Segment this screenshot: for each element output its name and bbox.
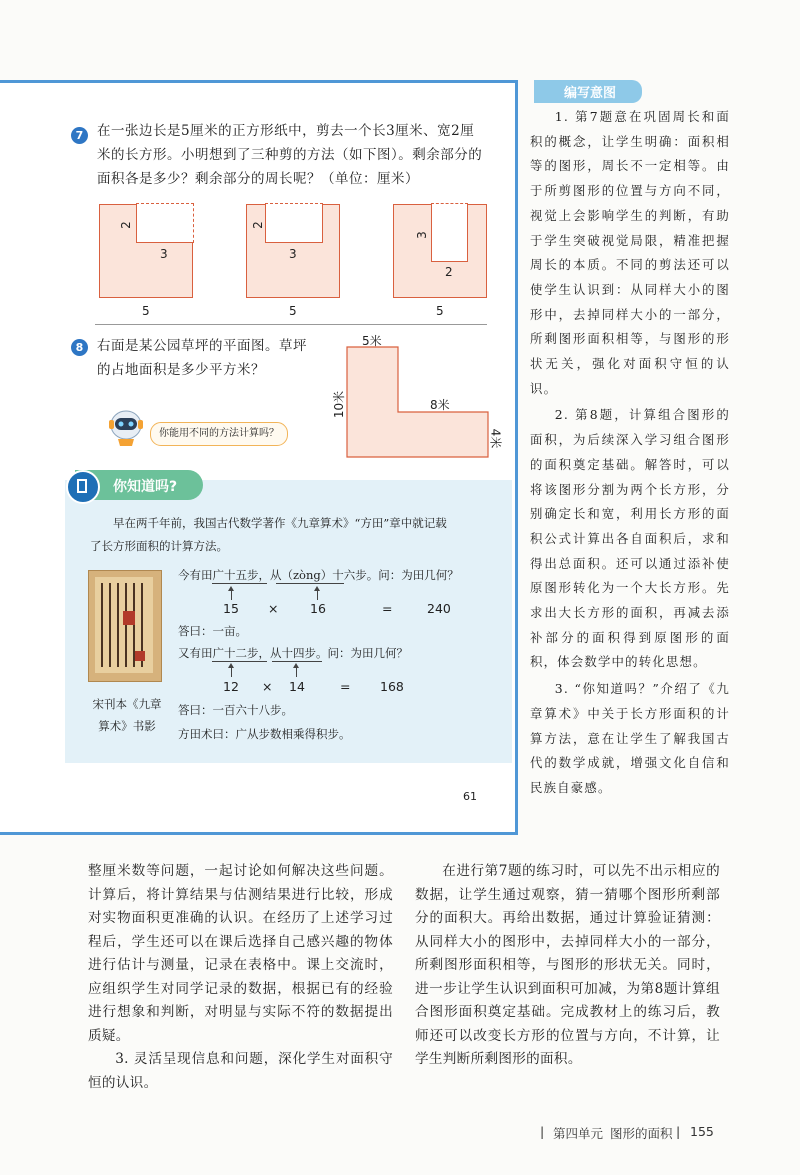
figure-b-left-label: 2 — [250, 221, 265, 229]
underline-1b — [276, 583, 344, 584]
calc-2-b: 14 — [289, 679, 305, 694]
calc-1-result: 240 — [427, 601, 451, 616]
caption-line-2: 算术》书影 — [98, 719, 156, 733]
footer-unit: 第四单元 — [553, 1126, 604, 1141]
arrow-up-icon — [296, 665, 297, 677]
caption-line-1: 宋刊本《九章 — [92, 697, 162, 711]
figure-c-cutout — [431, 203, 468, 262]
calc-1-a: 15 — [223, 601, 239, 616]
figure-a-left-label: 2 — [118, 221, 133, 229]
figure-c-bottom-label: 5 — [436, 304, 444, 318]
question-7-line-3: 面积各是多少？剩余部分的周长呢？（单位：厘米） — [97, 171, 419, 187]
problem-2-text: 又有田广十二步，从十四步。问：为田几何？ — [178, 646, 408, 660]
body-left-paragraph-1: 整厘米数等问题，一起讨论如何解决这些问题。计算后，将计算结果与估测结果进行比较，形成对实物面积更准确的认识。在经历了上述学习过程后，学生还可以在课后选择自己感兴趣的物体进行估计与测量，记录在表格中。课上交流时，应组织学生对同学记录的数据，根据已有的经验进行想象和判断，对明显与实际不符的数据提出质疑。 — [88, 863, 393, 1044]
answer-1: 答曰：一亩。 — [178, 624, 247, 638]
sidebar-paragraph-3: 3. “你知道吗？”介绍了《九章算术》中关于长方形面积的计算方法，意在让学生了解我国古代的数学成就，增强文化自信和民族自豪感。 — [530, 681, 730, 795]
question-8-text — [97, 334, 307, 382]
robot-helper-icon — [106, 405, 146, 447]
sidebar-paragraph-2: 2. 第8题，计算组合图形的面积，为后续深入学习组合图形的面积奠定基础。解答时，可以将该图形分割为两个长方形，分别确定长和宽，利用长方形的面积公式计算出各自面积后，求和得出总面积。还可以通过添补使原图形转化为一个大长方形。先求出大长方形的面积，再减去添补部分的面积得到原图形的面积，体会数学中的转化思想。 — [530, 407, 730, 670]
figure-b-inner-label: 3 — [289, 247, 297, 261]
calc-1-b: 16 — [310, 601, 326, 616]
calc-1-eq: = — [382, 601, 393, 616]
figure-c-left-label: 3 — [414, 231, 429, 239]
calc-1-op: × — [268, 601, 279, 616]
calc-2-eq: = — [340, 679, 351, 694]
question-7-number: 7 — [71, 127, 88, 144]
question-7-text — [97, 119, 482, 191]
footer-divider-left: | — [540, 1124, 545, 1139]
book-caption — [82, 693, 172, 737]
footer-topic: 图形的面积 — [610, 1126, 673, 1141]
question-8-line-1: 右面是某公园草坪的平面图。草坪 — [97, 338, 307, 354]
figure-a-cutout — [136, 203, 194, 243]
book-icon — [66, 470, 100, 504]
did-you-know-intro — [90, 512, 500, 558]
ancient-book-image — [88, 570, 162, 682]
figure-b-bottom-label: 5 — [289, 304, 297, 318]
area-rule: 方田术曰：广从步数相乘得积步。 — [178, 727, 351, 741]
arrow-up-icon — [231, 588, 232, 600]
intro-line-2: 了长方形面积的计算方法。 — [90, 539, 228, 553]
footer-page-number: 155 — [690, 1124, 714, 1139]
sidebar-paragraph-1: 1. 第7题意在巩固周长和面积的概念，让学生明确：面积相等的图形，周长不一定相等。由于所剪图形的位置与方向不同，视觉上会影响学生的判断，有助于学生突破视觉局限，精准把握周长的本质。不同的剪法还可以使学生认识到：从同样大小的图形中，去掉同样大小的一部分，所剩图形面积相等，与图形的形状无关，强化对面积守恒的认识。 — [530, 109, 730, 396]
answer-2: 答曰：一百六十八步。 — [178, 703, 293, 717]
sidebar-title: 编写意图 — [534, 80, 642, 103]
inner-page-number: 61 — [463, 790, 477, 803]
question-8-line-2: 的占地面积是多少平方米？ — [97, 362, 265, 378]
body-right-column — [415, 860, 720, 1072]
figure-a-bottom-label: 5 — [142, 304, 150, 318]
did-you-know-title: 你知道吗? — [113, 479, 178, 495]
lawn-left-label: 10米 — [332, 390, 347, 419]
lawn-plan-figure — [343, 345, 493, 460]
question-7-line-1: 在一张边长是5厘米的正方形纸中，剪去一个长3厘米、宽2厘 — [97, 123, 475, 139]
body-right-paragraph-1: 在进行第7题的练习时，可以先不出示相应的数据，让学生通过观察，猜一猜哪个图形所剩部分的面积大。再给出数据，通过计算验证猜测：从同样大小的图形中，去掉同样大小的一部分，所剩图形面积相等，与图形的形状无关。同时，进一步让学生认识到面积可加减，为第8题计算组合图形面积奠定基础。完成教材上的练习后，教师还可以改变长方形的位置与方向，不计算，让学生判断所剩图形的面积。 — [415, 863, 720, 1067]
arrow-up-icon — [231, 665, 232, 677]
body-left-paragraph-2: 3. 灵活呈现信息和问题，深化学生对面积守恒的认识。 — [88, 1051, 393, 1091]
section-divider — [95, 324, 487, 325]
lawn-right-label: 4米 — [488, 428, 503, 449]
problem-1-text: 今有田广十五步，从（zòng）十六步。问：为田几何？ — [178, 568, 459, 582]
figure-a-inner-label: 3 — [160, 247, 168, 261]
arrow-up-icon — [317, 588, 318, 600]
figure-c-inner-label: 2 — [445, 265, 453, 279]
intro-line-1: 早在两千年前，我国古代数学著作《九章算术》“方田”章中就记载 — [113, 516, 447, 530]
underline-1a — [212, 583, 267, 584]
footer-divider-right: | — [676, 1124, 681, 1139]
lawn-mid-label: 8米 — [430, 398, 450, 412]
underline-2b — [272, 661, 322, 662]
question-7-line-2: 米的长方形。小明想到了三种剪的方法（如下图）。剩余部分的 — [97, 147, 483, 163]
writing-intent-sidebar — [530, 80, 730, 801]
calc-2-result: 168 — [380, 679, 404, 694]
calc-2-a: 12 — [223, 679, 239, 694]
figure-b-cutout — [265, 203, 323, 243]
underline-2a — [212, 661, 267, 662]
question-8-number: 8 — [71, 339, 88, 356]
calc-2-op: × — [262, 679, 273, 694]
robot-speech-bubble: 你能用不同的方法计算吗？ — [150, 422, 288, 446]
lawn-top-label: 5米 — [362, 334, 382, 348]
body-left-column — [88, 860, 393, 1095]
